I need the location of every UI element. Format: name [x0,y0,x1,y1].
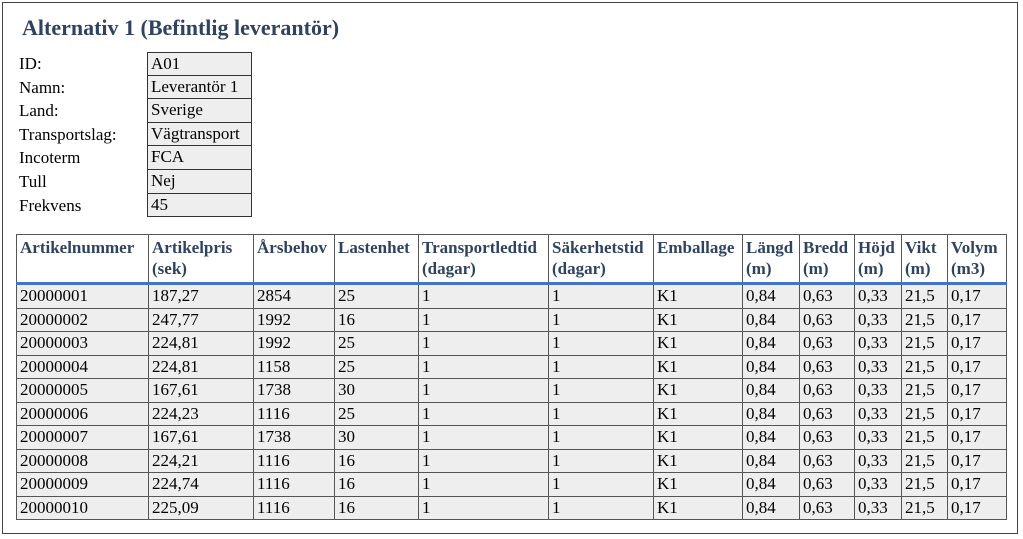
column-header-unit [338,258,415,279]
table-cell: 0,84 [743,284,800,309]
table-cell: 20000003 [17,332,149,356]
table-cell: 16 [335,449,419,473]
table-cell: 21,5 [902,308,948,332]
column-header-unit: (m) [858,259,884,278]
article-table [16,234,1007,520]
table-cell: 21,5 [902,473,948,497]
table-row [17,308,1007,332]
column-header-label: Längd [746,238,794,257]
table-cell: 20000002 [17,308,149,332]
table-cell: 16 [335,496,419,520]
table-cell: 0,84 [743,426,800,450]
table-cell: 0,33 [855,355,902,379]
info-value: Nej [147,170,252,194]
table-cell: 0,17 [948,473,1007,497]
column-header-unit: (dagar) [422,259,476,278]
column-header [149,235,254,284]
table-cell: 21,5 [902,379,948,403]
table-cell: 21,5 [902,332,948,356]
table-cell: K1 [654,308,743,332]
info-value: FCA [147,146,252,170]
info-value: A01 [147,52,252,76]
table-cell: 20000007 [17,426,149,450]
info-label: Frekvens [19,195,82,215]
info-value: 45 [147,194,252,218]
table-cell: 21,5 [902,402,948,426]
column-header-label: Artikelpris [152,238,233,257]
table-cell: 1 [549,449,654,473]
table-cell: 1 [419,284,549,309]
info-label: Tull [19,171,47,191]
table-cell: K1 [654,473,743,497]
table-cell: 21,5 [902,496,948,520]
column-header-unit: (sek) [152,259,187,278]
table-cell: 224,81 [149,332,254,356]
table-cell: 0,84 [743,308,800,332]
table-row [17,473,1007,497]
table-cell: 0,33 [855,426,902,450]
table-cell: 1 [549,355,654,379]
column-header-label: Lastenhet [338,238,410,257]
table-cell: 187,27 [149,284,254,309]
table-cell: 224,23 [149,402,254,426]
table-cell: 21,5 [902,426,948,450]
table-cell: 0,33 [855,449,902,473]
table-row [17,284,1007,309]
table-cell: 0,84 [743,402,800,426]
info-label: Incoterm [19,148,81,168]
table-cell: 25 [335,332,419,356]
table-cell: 0,84 [743,379,800,403]
table-row [17,332,1007,356]
table-cell: 1116 [254,473,335,497]
table-cell: 0,17 [948,332,1007,356]
table-row [17,402,1007,426]
table-row [17,426,1007,450]
table-cell: 224,81 [149,355,254,379]
column-header [17,235,149,284]
column-header-label: Säkerhetstid [552,238,644,257]
table-cell: 224,74 [149,473,254,497]
table-cell: 1 [549,496,654,520]
table-cell: 0,17 [948,496,1007,520]
table-row [17,379,1007,403]
table-cell: 0,33 [855,402,902,426]
column-header-label: Årsbehov [257,238,327,257]
table-cell: 0,33 [855,308,902,332]
table-cell: 20000006 [17,402,149,426]
column-header-label: Bredd [803,238,849,257]
table-cell: 16 [335,308,419,332]
table-cell: K1 [654,355,743,379]
table-cell: 0,17 [948,449,1007,473]
table-cell: 1 [549,473,654,497]
table-cell: 0,63 [800,379,855,403]
column-header-unit: (m) [803,259,829,278]
table-cell: 1 [419,308,549,332]
table-cell: 1738 [254,426,335,450]
table-cell: 224,21 [149,449,254,473]
table-cell: 0,17 [948,284,1007,309]
table-cell: 1 [419,402,549,426]
table-cell: 20000004 [17,355,149,379]
table-cell: K1 [654,496,743,520]
page-title: Alternativ 1 (Befintlig leverantör) [22,15,340,40]
column-header-unit: (dagar) [552,259,606,278]
column-header [855,235,902,284]
table-row [17,496,1007,520]
table-cell: 2854 [254,284,335,309]
column-header-label: Höjd [858,238,895,257]
table-cell: 0,63 [800,449,855,473]
header-row [17,235,1007,284]
table-cell: 1 [419,449,549,473]
table-cell: 0,33 [855,473,902,497]
table-cell: 1 [549,308,654,332]
column-header [419,235,549,284]
table-cell: 1738 [254,379,335,403]
table-cell: K1 [654,449,743,473]
table-cell: 0,63 [800,332,855,356]
table-cell: 0,63 [800,496,855,520]
column-header-unit: (m) [905,259,931,278]
table-cell: 0,63 [800,284,855,309]
table-body [17,284,1007,520]
table-cell: 1116 [254,449,335,473]
info-value: Vägtransport [147,123,252,147]
table-cell: 0,33 [855,284,902,309]
info-value: Sverige [147,99,252,123]
table-cell: 25 [335,402,419,426]
table-cell: 0,63 [800,402,855,426]
table-cell: 20000010 [17,496,149,520]
table-cell: 0,17 [948,379,1007,403]
table-cell: 1992 [254,332,335,356]
table-cell: 1 [549,379,654,403]
column-header-label: Volym [951,238,998,257]
table-cell: 1 [419,496,549,520]
table-cell: 0,63 [800,426,855,450]
column-header [902,235,948,284]
info-label: Namn: [19,77,66,97]
table-cell: 0,33 [855,332,902,356]
table-cell: 20000005 [17,379,149,403]
table-cell: 21,5 [902,449,948,473]
table-cell: 1 [419,473,549,497]
table-header [17,235,1007,284]
table-cell: 1 [549,332,654,356]
table-cell: K1 [654,426,743,450]
table-cell: 20000001 [17,284,149,309]
table-cell: 0,84 [743,332,800,356]
column-header [335,235,419,284]
table-cell: K1 [654,332,743,356]
column-header-unit: (m) [746,259,772,278]
column-header [743,235,800,284]
table-cell: 247,77 [149,308,254,332]
table-cell: 0,63 [800,355,855,379]
table-cell: K1 [654,379,743,403]
column-header-label: Vikt [905,238,937,257]
column-header-label: Artikelnummer [20,238,135,257]
table-cell: 1158 [254,355,335,379]
column-header-unit [20,258,145,279]
column-header [549,235,654,284]
column-header [948,235,1007,284]
table-cell: 0,33 [855,379,902,403]
table-cell: 21,5 [902,355,948,379]
table-cell: 167,61 [149,379,254,403]
table-cell: 20000009 [17,473,149,497]
info-label: Land: [19,101,59,121]
table-cell: K1 [654,284,743,309]
table-cell: 1992 [254,308,335,332]
table-cell: 30 [335,379,419,403]
info-value: Leverantör 1 [147,76,252,100]
info-label: Transportslag: [19,124,117,144]
table-cell: 1 [419,379,549,403]
table-row [17,355,1007,379]
table-cell: 0,17 [948,308,1007,332]
table-cell: 225,09 [149,496,254,520]
info-label: ID: [19,54,42,73]
table-cell: 1 [419,426,549,450]
table-cell: 0,17 [948,355,1007,379]
table-cell: 21,5 [902,284,948,309]
table-cell: K1 [654,402,743,426]
table-cell: 0,17 [948,426,1007,450]
table-row [17,449,1007,473]
column-header-unit [657,258,739,279]
table-cell: 1 [419,355,549,379]
table-cell: 1116 [254,402,335,426]
table-cell: 25 [335,355,419,379]
table-cell: 167,61 [149,426,254,450]
column-header-label: Transportledtid [422,238,537,257]
table-cell: 0,63 [800,308,855,332]
column-header [254,235,335,284]
table-cell: 0,84 [743,496,800,520]
column-header [800,235,855,284]
table-cell: 1 [549,284,654,309]
column-header [654,235,743,284]
table-cell: 30 [335,426,419,450]
table-cell: 0,84 [743,473,800,497]
column-header-unit: (m3) [951,259,985,278]
table-cell: 0,84 [743,355,800,379]
table-cell: 16 [335,473,419,497]
table-cell: 1 [549,426,654,450]
table-cell: 0,33 [855,496,902,520]
table-cell: 0,63 [800,473,855,497]
table-cell: 1 [549,402,654,426]
table-cell: 0,17 [948,402,1007,426]
table-cell: 20000008 [17,449,149,473]
table-cell: 25 [335,284,419,309]
table-cell: 1 [419,332,549,356]
column-header-unit [257,258,331,279]
table-cell: 1116 [254,496,335,520]
table-cell: 0,84 [743,449,800,473]
column-header-label: Emballage [657,238,735,257]
